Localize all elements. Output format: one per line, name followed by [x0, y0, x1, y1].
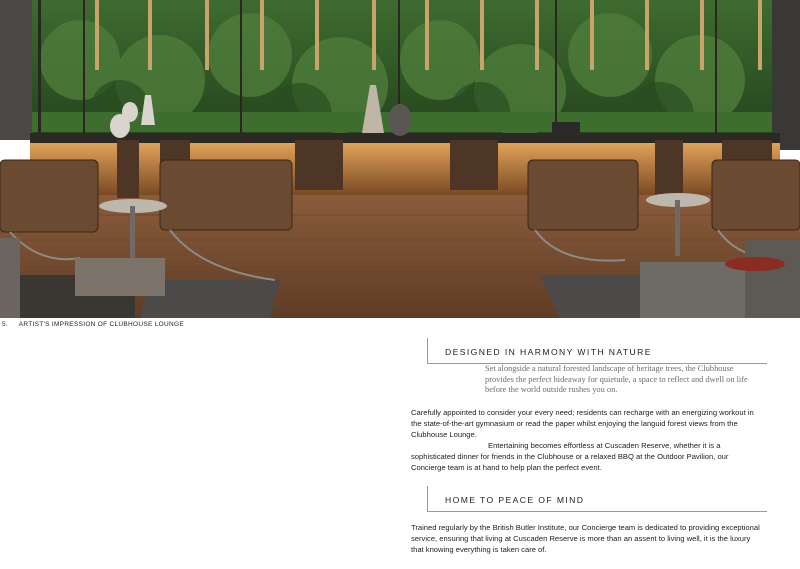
image-caption: [2, 321, 184, 328]
section-heading-text: DESIGNED IN HARMONY WITH NATURE: [445, 347, 652, 357]
section-heading-peace: [427, 486, 767, 512]
body-paragraph-2: Entertaining becomes effortless at Cuscaden Reserve, whether it is a sophisticated dinner for friends in the Clubhouse or a relaxed BBQ at the Outdoor Pavilion, our Concierge team is at hand to help plan the perfect event.: [411, 441, 729, 472]
section-heading-nature: [427, 338, 767, 364]
caption-number: 5.: [2, 321, 9, 328]
body-paragraph-1: Carefully appointed to consider your every need; residents can recharge with an energizing workout in the state-of-the-art gymnasium or read the paper whilst enjoying the languid forest views from the Clubhouse Lounge.: [411, 408, 754, 439]
section-heading-text: HOME TO PEACE OF MIND: [445, 495, 585, 505]
body-paragraph-3: Trained regularly by the British Butler Institute, our Concierge team is dedicated to providing exceptional service, ensuring that living at Cuscaden Reserve is more than an assent to living well, it is the luxury that knowing everything is taken care of.: [411, 523, 760, 554]
caption-text: ARTIST'S IMPRESSION OF CLUBHOUSE LOUNGE: [18, 321, 185, 328]
pull-quote: Set alongside a natural forested landscape of heritage trees, the Clubhouse provides the perfect hideaway for quietude, a space to reflect and dwell on life before the world outside rushes you on.: [485, 364, 748, 395]
